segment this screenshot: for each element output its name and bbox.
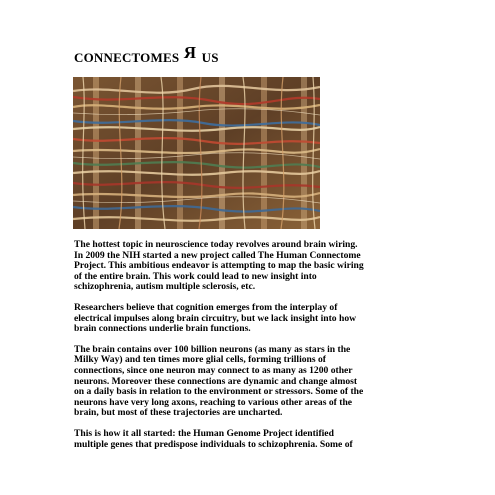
brain-wiring-photo [73,77,320,229]
text-line: Milky Way) and ten times more glial cells, forming trillions of [74,354,326,366]
text-line: Project. This ambitious endeavor is attempting to map the basic wiring [74,260,364,272]
text-line: This is how it all started: the Human Genome Project identified [74,427,334,439]
text-line: schizophrenia, autism multiple sclerosis, etc. [74,281,256,293]
text-line: In 2009 the NIH started a new project called The Human Connectome [74,249,361,261]
text-line: connections, since one neuron may connect to as many as 1200 other [74,364,353,376]
text-line: brain, but most of these trajectories are uncharted. [74,407,283,419]
text-line: neurons. Moreover these connections are dynamic and change almost [74,375,358,387]
title-text-before: CONNECTOMES [74,50,180,65]
paragraph-3 [74,345,434,419]
paragraph-4 [74,429,434,450]
document-title [74,43,219,67]
title-symbol: Я [183,43,197,62]
text-line: The brain contains over 100 billion neurons (as many as stars in the [74,343,351,355]
text-line: on a daily basis in relation to the environment or stressors. Some of the [74,386,364,398]
wiring-image [73,77,320,229]
text-line: electrical impulses along brain circuitry, but we lack insight into how [74,312,357,324]
paragraph-2 [74,303,434,335]
text-line: brain connections underlie brain functions. [74,323,251,335]
text-line: neurons have very long axons, reaching to various other areas of the [74,396,353,408]
text-line: Researchers believe that cognition emerges from the interplay of [74,301,338,313]
text-line: multiple genes that predispose individuals to schizophrenia. Some of [74,438,353,450]
paragraph-1 [74,240,434,293]
article-body [74,240,434,460]
text-line: The hottest topic in neuroscience today revolves around brain wiring. [74,239,358,250]
text-line: of the entire brain. This work could lead to new insight into [74,270,317,282]
title-text-after: US [201,50,219,65]
